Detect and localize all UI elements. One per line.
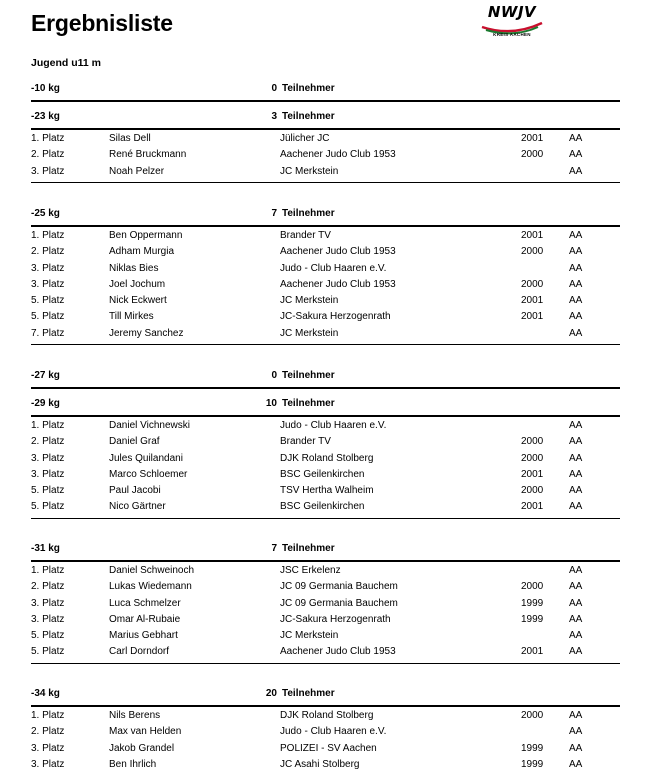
athlete-name: Omar Al-Rubaie — [109, 613, 181, 625]
place: 3. Platz — [31, 468, 65, 480]
place: 1. Platz — [31, 565, 65, 576]
place: 2. Platz — [31, 149, 65, 161]
club-name: JC-Sakura Herzogenrath — [280, 311, 391, 323]
nwjv-logo — [476, 3, 548, 43]
result-row — [31, 758, 620, 774]
region-code: AA — [569, 133, 583, 144]
athlete-name: Nico Gärtner — [109, 501, 166, 513]
place: 1. Platz — [31, 133, 65, 144]
weight-label: -25 kg — [31, 208, 60, 219]
athlete-name: Nils Berens — [109, 710, 161, 721]
divider — [31, 344, 620, 345]
participant-count: 7 — [271, 543, 277, 554]
weight-class — [31, 398, 620, 519]
result-row — [31, 327, 620, 343]
divider — [31, 415, 620, 417]
place: 3. Platz — [31, 262, 65, 274]
birth-year: 2001 — [521, 133, 544, 144]
region-code: AA — [569, 501, 583, 513]
weight-class — [31, 208, 620, 345]
athlete-name: Daniel Graf — [109, 436, 160, 448]
result-row — [31, 613, 620, 629]
birth-year: 2000 — [521, 149, 544, 161]
club-name: JC 09 Germania Bauchem — [280, 597, 398, 609]
club-name: BSC Geilenkirchen — [280, 468, 365, 480]
region-code: AA — [569, 311, 583, 323]
place: 5. Platz — [31, 646, 65, 658]
athlete-name: Niklas Bies — [109, 262, 159, 274]
region-code: AA — [569, 565, 583, 576]
region-code: AA — [569, 597, 583, 609]
athlete-name: René Bruckmann — [109, 149, 187, 161]
result-row — [31, 468, 620, 484]
athlete-name: Silas Dell — [109, 133, 151, 144]
club-name: JC 09 Germania Bauchem — [280, 581, 398, 593]
result-row — [31, 132, 620, 148]
region-code: AA — [569, 630, 583, 642]
place: 3. Platz — [31, 278, 65, 290]
participant-count: 7 — [271, 208, 277, 219]
club-name: Aachener Judo Club 1953 — [280, 246, 396, 258]
participant-count: 0 — [271, 370, 277, 381]
athlete-name: Jeremy Sanchez — [109, 327, 184, 339]
participant-count: 3 — [271, 111, 277, 122]
club-name: JSC Erkelenz — [280, 565, 341, 576]
weight-label: -34 kg — [31, 688, 60, 699]
athlete-name: Daniel Schweinoch — [109, 565, 195, 576]
birth-year: 2001 — [521, 646, 544, 658]
divider — [31, 387, 620, 389]
birth-year: 1999 — [521, 742, 544, 754]
birth-year: 2000 — [521, 278, 544, 290]
club-name: DJK Roland Stolberg — [280, 710, 374, 721]
result-row — [31, 262, 620, 278]
athlete-name: Ben Oppermann — [109, 230, 183, 241]
result-row — [31, 484, 620, 500]
region-code: AA — [569, 278, 583, 290]
athlete-name: Lukas Wiedemann — [109, 581, 192, 593]
place: 2. Platz — [31, 436, 65, 448]
region-code: AA — [569, 436, 583, 448]
result-row — [31, 148, 620, 164]
page-title: Ergebnisliste — [31, 10, 173, 36]
participants-label: Teilnehmer — [282, 111, 335, 122]
athlete-name: Marius Gebhart — [109, 630, 178, 642]
divider — [31, 100, 620, 102]
birth-year: 2000 — [521, 581, 544, 593]
club-name: JC Merkstein — [280, 327, 339, 339]
result-row — [31, 742, 620, 758]
athlete-name: Paul Jacobi — [109, 485, 161, 497]
birth-year: 2000 — [521, 485, 544, 497]
athlete-name: Carl Dorndorf — [109, 646, 170, 658]
result-row — [31, 165, 620, 181]
place: 2. Platz — [31, 726, 65, 738]
category-subtitle: Jugend u11 m — [31, 57, 102, 69]
result-row — [31, 294, 620, 310]
divider — [31, 663, 620, 664]
club-name: Jülicher JC — [280, 133, 330, 144]
region-code: AA — [569, 230, 583, 241]
place: 5. Platz — [31, 295, 65, 307]
athlete-name: Joel Jochum — [109, 278, 166, 290]
place: 5. Platz — [31, 630, 65, 642]
birth-year: 2000 — [521, 436, 544, 448]
place: 5. Platz — [31, 311, 65, 323]
participant-count: 0 — [271, 83, 277, 94]
club-name: JC Asahi Stolberg — [280, 758, 360, 770]
region-code: AA — [569, 295, 583, 307]
result-row — [31, 229, 620, 245]
region-code: AA — [569, 613, 583, 625]
athlete-name: Luca Schmelzer — [109, 597, 181, 609]
club-name: BSC Geilenkirchen — [280, 501, 365, 513]
logo-text: NWJV — [487, 3, 537, 21]
region-code: AA — [569, 742, 583, 754]
place: 5. Platz — [31, 485, 65, 497]
divider — [31, 182, 620, 183]
region-code: AA — [569, 581, 583, 593]
place: 1. Platz — [31, 230, 65, 241]
birth-year: 2001 — [521, 311, 544, 323]
result-row — [31, 245, 620, 261]
divider — [31, 705, 620, 707]
birth-year: 1999 — [521, 758, 544, 770]
weight-class — [31, 543, 620, 664]
birth-year: 2001 — [521, 230, 544, 241]
athlete-name: Nick Eckwert — [109, 295, 167, 307]
athlete-name: Jules Quilandani — [109, 452, 183, 464]
participants-label: Teilnehmer — [282, 83, 335, 94]
club-name: Aachener Judo Club 1953 — [280, 646, 396, 658]
club-name: Aachener Judo Club 1953 — [280, 278, 396, 290]
place: 3. Platz — [31, 758, 65, 770]
region-code: AA — [569, 758, 583, 770]
region-code: AA — [569, 468, 583, 480]
region-code: AA — [569, 165, 583, 177]
birth-year: 1999 — [521, 613, 544, 625]
birth-year: 2000 — [521, 710, 544, 721]
weight-class — [31, 111, 620, 183]
result-row — [31, 452, 620, 468]
place: 3. Platz — [31, 613, 65, 625]
participants-label: Teilnehmer — [282, 543, 335, 554]
region-code: AA — [569, 149, 583, 161]
place: 3. Platz — [31, 742, 65, 754]
result-row — [31, 435, 620, 451]
athlete-name: Till Mirkes — [109, 311, 154, 323]
athlete-name: Noah Pelzer — [109, 165, 165, 177]
result-row — [31, 278, 620, 294]
club-name: DJK Roland Stolberg — [280, 452, 374, 464]
place: 1. Platz — [31, 420, 65, 431]
result-row — [31, 419, 620, 435]
participants-label: Teilnehmer — [282, 370, 335, 381]
place: 3. Platz — [31, 597, 65, 609]
result-row — [31, 580, 620, 596]
participant-count: 20 — [265, 688, 277, 699]
place: 7. Platz — [31, 327, 65, 339]
club-name: Judo - Club Haaren e.V. — [280, 262, 387, 274]
region-code: AA — [569, 726, 583, 738]
participants-label: Teilnehmer — [282, 208, 335, 219]
club-name: Judo - Club Haaren e.V. — [280, 726, 387, 738]
club-name: Aachener Judo Club 1953 — [280, 149, 396, 161]
club-name: Judo - Club Haaren e.V. — [280, 420, 387, 431]
region-code: AA — [569, 262, 583, 274]
weight-class — [31, 83, 620, 104]
athlete-name: Marco Schloemer — [109, 468, 188, 480]
club-name: Brander TV — [280, 436, 331, 448]
weight-label: -23 kg — [31, 111, 60, 122]
athlete-name: Jakob Grandel — [109, 742, 175, 754]
club-name: Brander TV — [280, 230, 331, 241]
club-name: JC Merkstein — [280, 165, 339, 177]
result-row — [31, 500, 620, 516]
birth-year: 1999 — [521, 597, 544, 609]
divider — [31, 560, 620, 562]
result-row — [31, 564, 620, 580]
region-code: AA — [569, 420, 583, 431]
place: 2. Platz — [31, 246, 65, 258]
birth-year: 2000 — [521, 246, 544, 258]
club-name: TSV Hertha Walheim — [280, 485, 374, 497]
club-name: JC-Sakura Herzogenrath — [280, 613, 391, 625]
club-name: JC Merkstein — [280, 295, 339, 307]
region-code: AA — [569, 327, 583, 339]
place: 3. Platz — [31, 452, 65, 464]
athlete-name: Daniel Vichnewski — [109, 420, 190, 431]
region-code: AA — [569, 246, 583, 258]
result-row — [31, 310, 620, 326]
participants-label: Teilnehmer — [282, 398, 335, 409]
divider — [31, 225, 620, 227]
divider — [31, 128, 620, 130]
result-row — [31, 645, 620, 661]
weight-label: -27 kg — [31, 370, 60, 381]
place: 5. Platz — [31, 501, 65, 513]
participant-count: 10 — [265, 398, 277, 409]
place: 3. Platz — [31, 165, 65, 177]
weight-class — [31, 688, 620, 774]
weight-label: -31 kg — [31, 543, 60, 554]
place: 1. Platz — [31, 710, 65, 721]
birth-year: 2000 — [521, 452, 544, 464]
result-row — [31, 597, 620, 613]
result-row — [31, 725, 620, 741]
club-name: POLIZEI - SV Aachen — [280, 742, 377, 754]
place: 2. Platz — [31, 581, 65, 593]
athlete-name: Ben Ihrlich — [109, 758, 157, 770]
birth-year: 2001 — [521, 295, 544, 307]
region-code: AA — [569, 452, 583, 464]
region-code: AA — [569, 485, 583, 497]
weight-label: -29 kg — [31, 398, 60, 409]
athlete-name: Adham Murgia — [109, 246, 175, 258]
birth-year: 2001 — [521, 501, 544, 513]
weight-label: -10 kg — [31, 83, 60, 94]
region-code: AA — [569, 646, 583, 658]
result-row — [31, 629, 620, 645]
birth-year: 2001 — [521, 468, 544, 480]
participants-label: Teilnehmer — [282, 688, 335, 699]
athlete-name: Max van Helden — [109, 726, 182, 738]
divider — [31, 518, 620, 519]
region-code: AA — [569, 710, 583, 721]
result-row — [31, 709, 620, 725]
logo-subtext: KREIS AACHEN — [493, 32, 531, 37]
club-name: JC Merkstein — [280, 630, 339, 642]
weight-class — [31, 370, 620, 391]
